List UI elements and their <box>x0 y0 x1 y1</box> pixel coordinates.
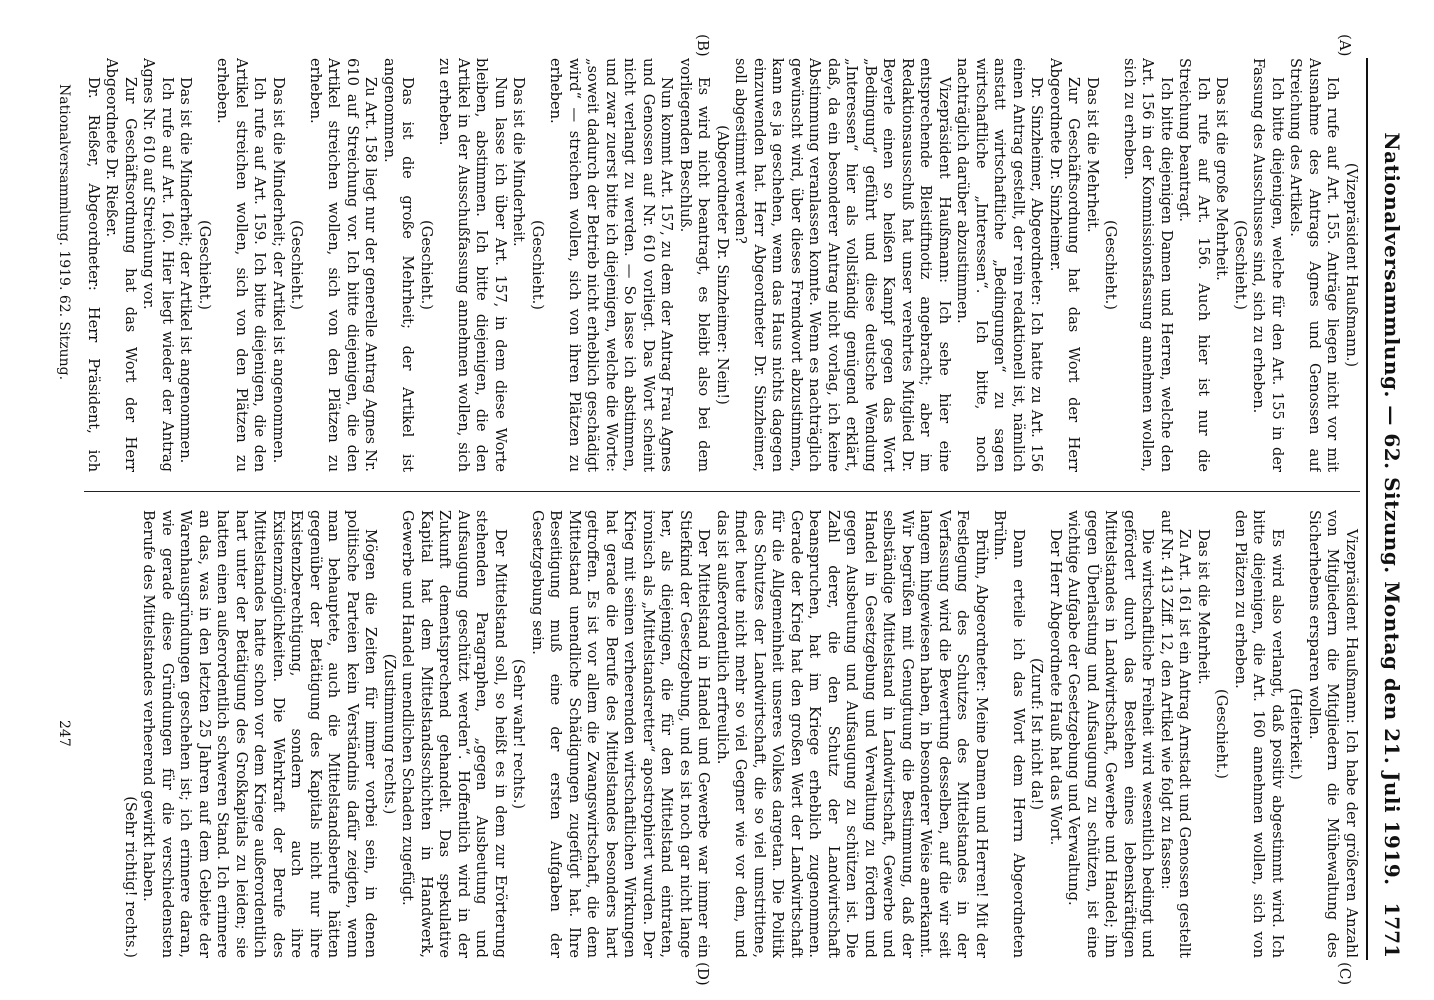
left-column-paragraph: (Vizepräsident Haußmann.) <box>1343 162 1360 368</box>
left-column-paragraph: Zu Art. 158 liegt nur der generelle Antrag Agnes Nr. 610 auf Streichung vor. Ich bitte diejenigen, die den Artikel streichen wollen, sich von den Plätzen zu erheben. <box>307 58 380 472</box>
right-column-paragraph: (Sehr wahr! rechts.) <box>510 658 528 810</box>
right-column-paragraph: Die wirtschaftliche Freiheit wird wesentlich bedingt und gefördert durch das Bestehen eines lebenskräftigen Mittelstandes in Landwirtschaft, Gewerbe und Handel; ihn gegen Überlastung und Aufsaugung zu schützen, ist eine wichtige Aufgabe der Gesetzgebung und Verwaltung. <box>1065 510 1157 958</box>
left-column-paragraph: Dr. Rießer, Abgeordneter: Herr Präsident, ich <box>85 76 102 472</box>
right-column-paragraph: Das ist die Mehrheit. <box>1195 528 1212 685</box>
left-column-paragraph: Ich bitte diejenigen Damen und Herren, welche den Art. 156 in der Kommissionsfassung annehmen wollen, sich zu erheben. <box>1121 58 1175 472</box>
margin-mark-c: (C) <box>1336 962 1354 986</box>
left-column-paragraph: Nun lasse ich über Art. 157, in dem diese Worte bleiben, abstimmen. Ich bitte diejenigen, die den Artikel in der Ausschußfassung annehmen wollen, sich zu erheben. <box>436 58 509 472</box>
right-column-paragraph: Es wird also verlangt, daß positiv abgestimmt wird. Ich bitte diejenigen, die Art. 160 annehmen wollen, sich von den Plätzen zu erheben. <box>1232 510 1286 958</box>
left-column-paragraph: Das ist die Minderheit; der Artikel ist angenommen. <box>270 76 287 464</box>
left-column-paragraph: Nun kommt Art. 157, zu dem der Antrag Frau Agnes und Genossen auf Nr. 610 vorliegt. Das Wort scheint nicht verlangt zu werden. — So lasse ich abstimmen, und zwar zuerst bitte ich diejenigen, welche die Worte: „soweit dadurch der Betrieb nicht erheblich geschädigt wird“ — streichen wollen, sich von ihren Plätzen zu erheben. <box>547 58 676 472</box>
left-column-paragraph: Das ist die große Mehrheit. <box>1213 76 1231 281</box>
left-column-paragraph: Vizepräsident Haußmann: Ich sehe hier eine entsprechende Bleistiftnotiz angebracht; aber im Redaktionsausschuß hat unser verehrtes Mitglied Dr. Beyerle einen so heißen Kampf gegen das Wort „Bedingung“ geführt und diese deutsche Wendung „Interessen“ hier als vollständig genügend erklärt, daß, da ein besonderer Antrag nicht vorlag, ich keine Abstimmung veranlassen konnte. Wenn es nachträglich gewünscht wird, über dieses Fremdwort abzustimmen, kann es ja geschehen, wenn das Haus nichts dagegen einzuwenden hat. Herr Abgeordneter Dr. Sinzheimer, soll abgestimmt werden? <box>732 58 953 472</box>
left-column-paragraph: Das ist die große Mehrheit; der Artikel ist angenommen. <box>381 58 417 472</box>
left-column-paragraph: (Geschieht.) <box>418 220 435 310</box>
header-page-number: 1771 <box>1380 902 1404 958</box>
right-column-paragraph: Der Mittelstand in Handel und Gewerbe war immer ein Stiefkind der Gesetzgebung, und es ist noch gar nicht lange her, als diejenigen, die für den Mittelstand eintraten, ironisch als „Mittelstandsretter“ apostrophiert wurden. Der Krieg mit seinen verheerenden wirtschaftlichen Wirkungen hat gerade die Berufe des Mittelstandes besonders hart getroffen. Es ist vor allem die Zwangswirtschaft, die dem Mittelstand unendliche Schädigungen zugefügt hat. Ihre Beseitigung muß eine der ersten Aufgaben der Gesetzgebung sein. <box>529 510 713 958</box>
left-column-paragraph: (Geschieht.) <box>1102 220 1120 310</box>
right-column-paragraph: (Heiterkeit.) <box>1287 688 1305 780</box>
left-column-paragraph: (Geschieht.) <box>288 220 306 310</box>
left-column-paragraph: Zur Geschäftsordnung hat das Wort der Herr Abgeordnete Dr. Sinzheimer. <box>1047 58 1083 472</box>
header-rule <box>1366 58 1368 960</box>
margin-mark-d: (D) <box>694 962 712 986</box>
left-column-paragraph: (Geschieht.) <box>1232 220 1249 310</box>
left-column-paragraph: Ich rufe auf Art. 159. Ich bitte diejenigen, die den Artikel streichen wollen, sich von den Plätzen zu erheben. <box>214 58 269 472</box>
left-column-paragraph: (Geschieht.) <box>196 220 213 310</box>
left-column-paragraph: Ich rufe auf Art. 156. Auch hier ist nur die Streichung beantragt. <box>1176 58 1212 472</box>
column-divider <box>84 491 1360 492</box>
left-column-paragraph: Es wird nicht beantragt, es bleibt also bei dem vorliegenden Beschluß. <box>677 58 713 472</box>
page-header <box>1374 58 1404 960</box>
left-column-paragraph: Das ist die Minderheit. <box>510 76 528 247</box>
right-column-paragraph: Zu Art. 161 ist ein Antrag Arnstadt und Genossen gestellt auf Nr. 413 Ziff. 12, den Artikel wie folgt zu fassen: <box>1158 510 1194 958</box>
right-column-paragraph: Mögen die Zeiten für immer vorbei sein, in denen politische Parteien kein Verständnis dafür zeigten, wenn man behauptete, auch die Mittelstandsberufe hätten gegenüber der Betätigung des Kapitals nicht nur ihre Existenzberechtigung, sondern auch ihre Existenzmöglichkeiten. Die Wehrkraft der Berufe des Mittelstandes hatte schon vor dem Kriege außerordentlich hart unter der Betätigung des Großkapitals zu leiden; sie hatten einen außerordentlich schweren Stand. Ich erinnere an das, was in den letzten 25 Jahren auf dem Gebiete der Warenhausgründungen geschehen ist; ich erinnere daran, wie gerade diese Gründungen für die verschiedensten Berufe des Mittelstandes verheerend gewirkt haben. <box>140 510 380 958</box>
right-column-paragraph: (Sehr richtig! rechts.) <box>122 796 139 958</box>
margin-mark-b: (B) <box>694 34 712 57</box>
left-text-column <box>84 58 1360 472</box>
right-text-column <box>84 510 1360 958</box>
left-column-paragraph: Ich rufe auf Art. 160. Hier liegt wieder der Antrag Agnes Nr. 610 auf Streichung vor. <box>140 58 176 472</box>
right-column-paragraph: (Geschieht.) <box>1213 689 1231 779</box>
left-column-paragraph: Ich bitte diejenigen, welche für den Art. 155 in der Fassung des Ausschusses sind, sich zu erheben. <box>1250 58 1286 472</box>
right-column-paragraph: Brühn, Abgeordneter: Meine Damen und Herren! Mit der Festlegung des Schutzes des Mittelstandes in der Verfassung wird die Bewertung desselben, auf die wir seit langem hingewiesen haben, in besonderer Weise anerkannt. Wir begrüßen mit Genugtuung die Bestimmung, daß der selbständige Mittelstand in Landwirtschaft, Gewerbe und Handel in Gesetzgebung und Verwaltung zu fördern und gegen Ausbeutung und Aufsaugung zu schützen ist. Die Zahl derer, die den Schutz der Landwirtschaft beanspruchen, hat im Kriege erheblich zugenommen. Gerade der Krieg hat den großen Wert der Landwirtschaft für die Allgemeinheit unseres Volkes dargetan. Die Politik des Schutzes der Landwirtschaft, die so viel umstrittene, findet heute nicht mehr so viel Gegner wie vor dem, und das ist außerordentlich erfreulich. <box>714 510 990 958</box>
footer-session: Nationalversammlung. 1919. 62. Sitzung. <box>56 84 72 381</box>
header-title: Nationalversammlung. — 62. Sitzung. Montag den 21. Juli 1919. <box>1380 132 1404 886</box>
right-column-paragraph: (Zustimmung rechts.) <box>381 653 398 815</box>
footer-page-number: 247 <box>56 720 72 747</box>
left-column-paragraph: Das ist die Mehrheit. <box>1084 76 1101 233</box>
left-column-paragraph: Zur Geschäftsordnung hat das Wort der Herr Abgeordnete Dr. Rießer. <box>103 58 139 472</box>
left-column-paragraph: (Geschieht.) <box>529 220 546 310</box>
right-column-paragraph: Der Mittelstand soll, so heißt es in dem zur Erörterung stehenden Paragraphen, „gegen Ausbeutung und Aufsaugung geschützt werden“. Hoffentlich wird in der Zukunft dementsprechend gehandelt. Das spekulative Kapital hat dem Mittelstandsschichten in Handwerk, Gewerbe und Handel unendlichen Schaden zugefügt. <box>399 510 509 958</box>
right-column-paragraph: Vizepräsident Haußmann: Ich habe der größeren Anzahl von Mitgliedern die Mitgliedern die Mühewaltung des Sicherhebens ersparen wollen. <box>1306 510 1360 958</box>
left-column-paragraph: Das ist die Minderheit; der Artikel ist angenommen. <box>177 76 195 464</box>
margin-mark-a: (A) <box>1336 34 1354 57</box>
left-column-paragraph: (Abgeordneter Dr. Sinzheimer: Nein!) <box>714 125 731 405</box>
right-column-paragraph: Dann erteile ich das Wort dem Herrn Abgeordneten Brühn. <box>991 510 1027 958</box>
right-column-paragraph: (Zuruf: Ist nicht da!) <box>1028 657 1046 811</box>
left-column-paragraph: Dr. Sinzheimer, Abgeordneter: Ich hatte zu Art. 156 einen Antrag gestellt, der rein redaktionell ist, nämlich anstatt wirtschaftliche „Bedingungen“ zu sagen wirtschaftliche „Interessen“. Ich bitte, noch nachträglich darüber abzustimmen. <box>954 58 1046 472</box>
right-column-paragraph: Der Herr Abgeordnete Hauß hat das Wort. <box>1047 528 1064 846</box>
left-column-paragraph: Ich rufe auf Art. 155. Anträge liegen nicht vor mit Ausnahme des Antrags Agnes und Genossen auf Streichung des Artikels. <box>1287 58 1342 472</box>
